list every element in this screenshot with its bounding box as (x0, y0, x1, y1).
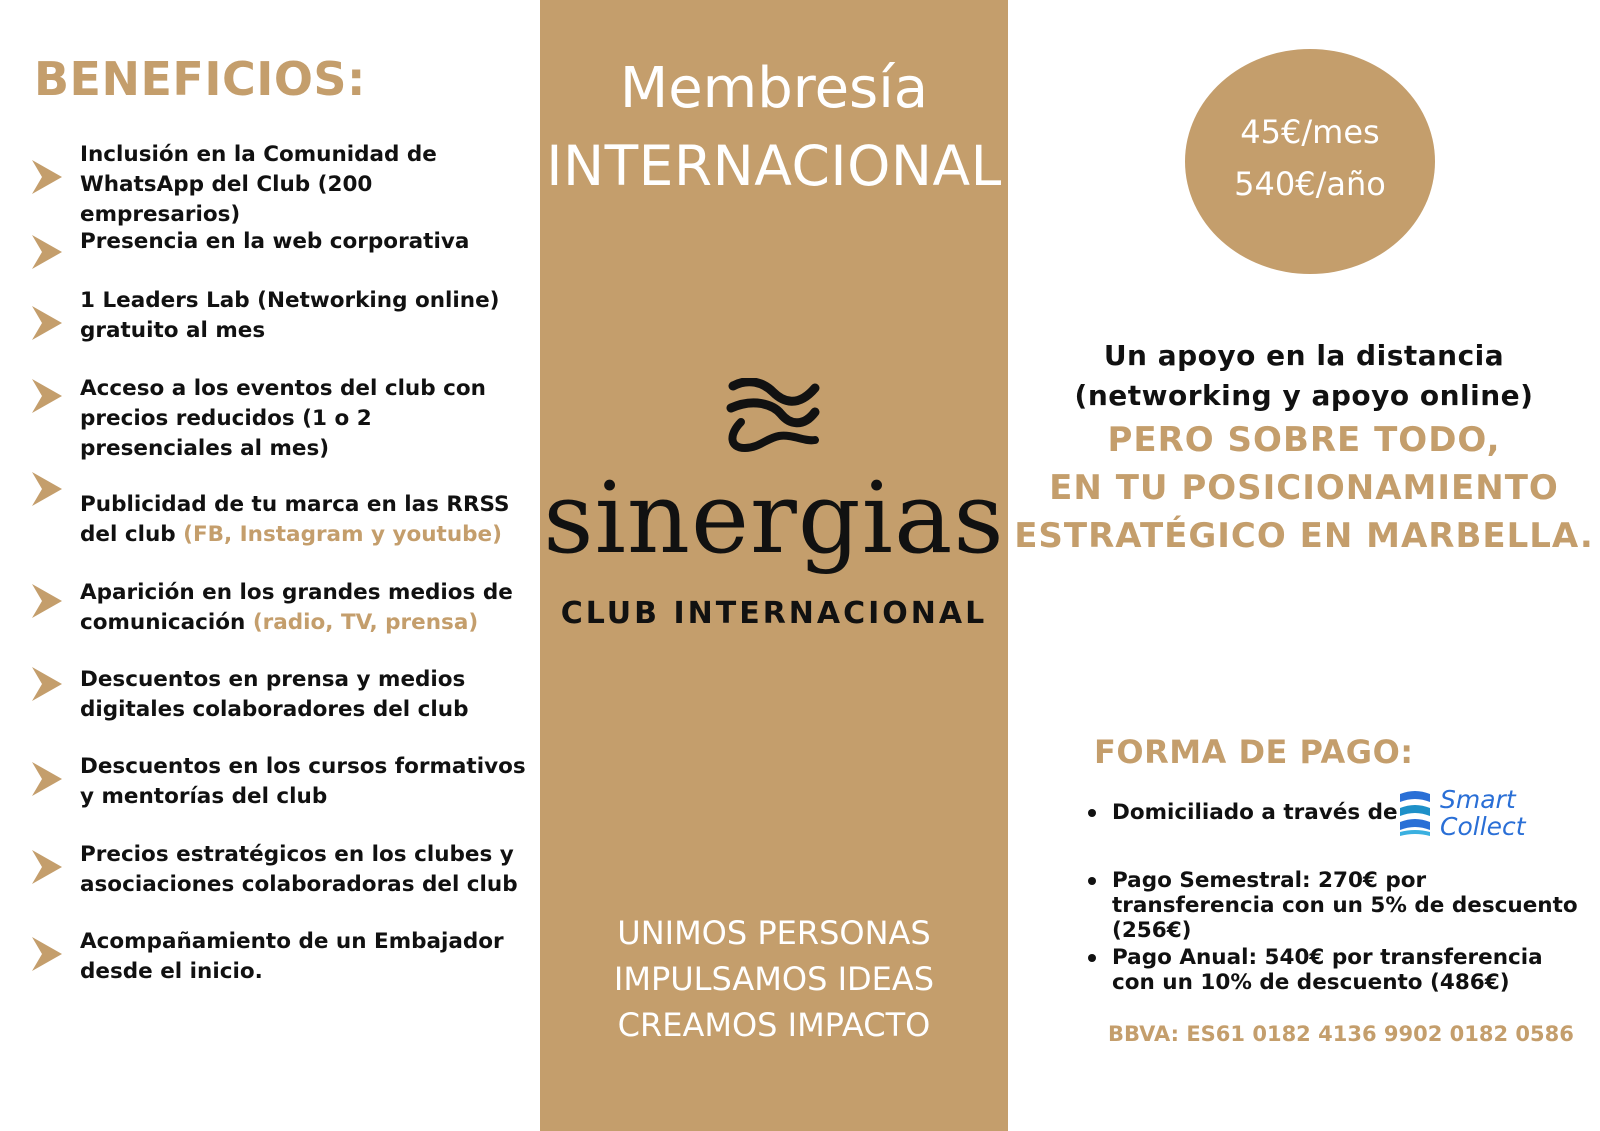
smart-collect-logo (1396, 786, 1536, 844)
sinergias-wordmark: sinergias (543, 462, 1005, 576)
benefit-text: Precios estratégicos en los clubes y asociaciones colaboradoras del club (80, 842, 518, 897)
chevron-right-icon (30, 158, 64, 196)
chevron-right-icon (30, 582, 64, 620)
club-subtitle: CLUB INTERNACIONAL (560, 596, 988, 631)
payment-text: Pago Anual: 540€ por transferencia con un 10% de descuento (486€) (1112, 945, 1543, 995)
chevron-right-icon (30, 935, 64, 973)
slogan-line: UNIMOS PERSONAS (617, 914, 931, 952)
bank-account: BBVA: ES61 0182 4136 9902 0182 0586 (1108, 1022, 1574, 1046)
chevron-right-icon (30, 377, 64, 415)
payment-text: Pago Semestral: 270€ por transferencia con un 5% de descuento (256€) (1112, 868, 1578, 943)
bullet (1088, 954, 1096, 962)
smart-collect-text (1440, 786, 1526, 840)
membership-type: INTERNACIONAL (546, 134, 1002, 198)
benefit-text: Descuentos en los cursos formativos y mentorías del club (80, 754, 526, 809)
chevron-right-icon (30, 233, 64, 271)
benefit-text: Descuentos en prensa y medios digitales colaboradores del club (80, 667, 469, 722)
claim-highlight: ESTRATÉGICO EN MARBELLA. (1014, 516, 1594, 556)
benefit-text: Acompañamiento de un Embajador desde el inicio. (80, 929, 504, 984)
smart-collect-icon (1396, 788, 1434, 840)
slogan-line: CREAMOS IMPACTO (617, 1006, 931, 1044)
claim-line: Un apoyo en la distancia (1103, 339, 1505, 372)
chevron-right-icon (30, 304, 64, 342)
benefit-text: Inclusión en la Comunidad de WhatsApp del Club (200 empresarios) (80, 142, 437, 227)
price-year: 540€/año (1234, 165, 1386, 203)
chevron-right-icon (30, 665, 64, 703)
price-month: 45€/mes (1240, 113, 1380, 151)
collect-word: Collect (1440, 812, 1526, 841)
chevron-right-icon (30, 470, 64, 508)
pricing-column (1008, 0, 1600, 1131)
benefits-title: BENEFICIOS: (34, 52, 366, 106)
claim-highlight: PERO SOBRE TODO, (1107, 420, 1501, 460)
claim-highlight: EN TU POSICIONAMIENTO (1049, 468, 1559, 508)
benefit-text: Publicidad de tu marca en las RRSS del club (FB, Instagram y youtube) (80, 492, 510, 547)
bullet (1088, 809, 1096, 817)
benefits-column (0, 0, 540, 1131)
payment-title: FORMA DE PAGO: (1094, 733, 1414, 771)
benefit-text: Acceso a los eventos del club con precios reducidos (1 o 2 presenciales al mes) (80, 376, 486, 461)
slogan (540, 910, 1008, 1048)
chevron-right-icon (30, 848, 64, 886)
bullet (1088, 877, 1096, 885)
payment-text: Domiciliado a través de (1112, 800, 1398, 825)
benefit-text: Aparición en los grandes medios de comunicación (radio, TV, prensa) (80, 580, 513, 635)
claim-line: (networking y apoyo online) (1074, 379, 1534, 412)
slogan-line: IMPULSAMOS IDEAS (613, 960, 935, 998)
price-badge (1185, 49, 1435, 274)
value-claim (1008, 336, 1600, 560)
membership-panel (540, 0, 1008, 1131)
benefit-text: 1 Leaders Lab (Networking online) gratuito al mes (80, 288, 500, 343)
benefit-text: Presencia en la web corporativa (80, 229, 470, 254)
smart-word: Smart (1440, 785, 1516, 814)
membership-title: Membresía (619, 56, 929, 121)
sinergias-logo-icon (723, 378, 823, 458)
chevron-right-icon (30, 760, 64, 798)
